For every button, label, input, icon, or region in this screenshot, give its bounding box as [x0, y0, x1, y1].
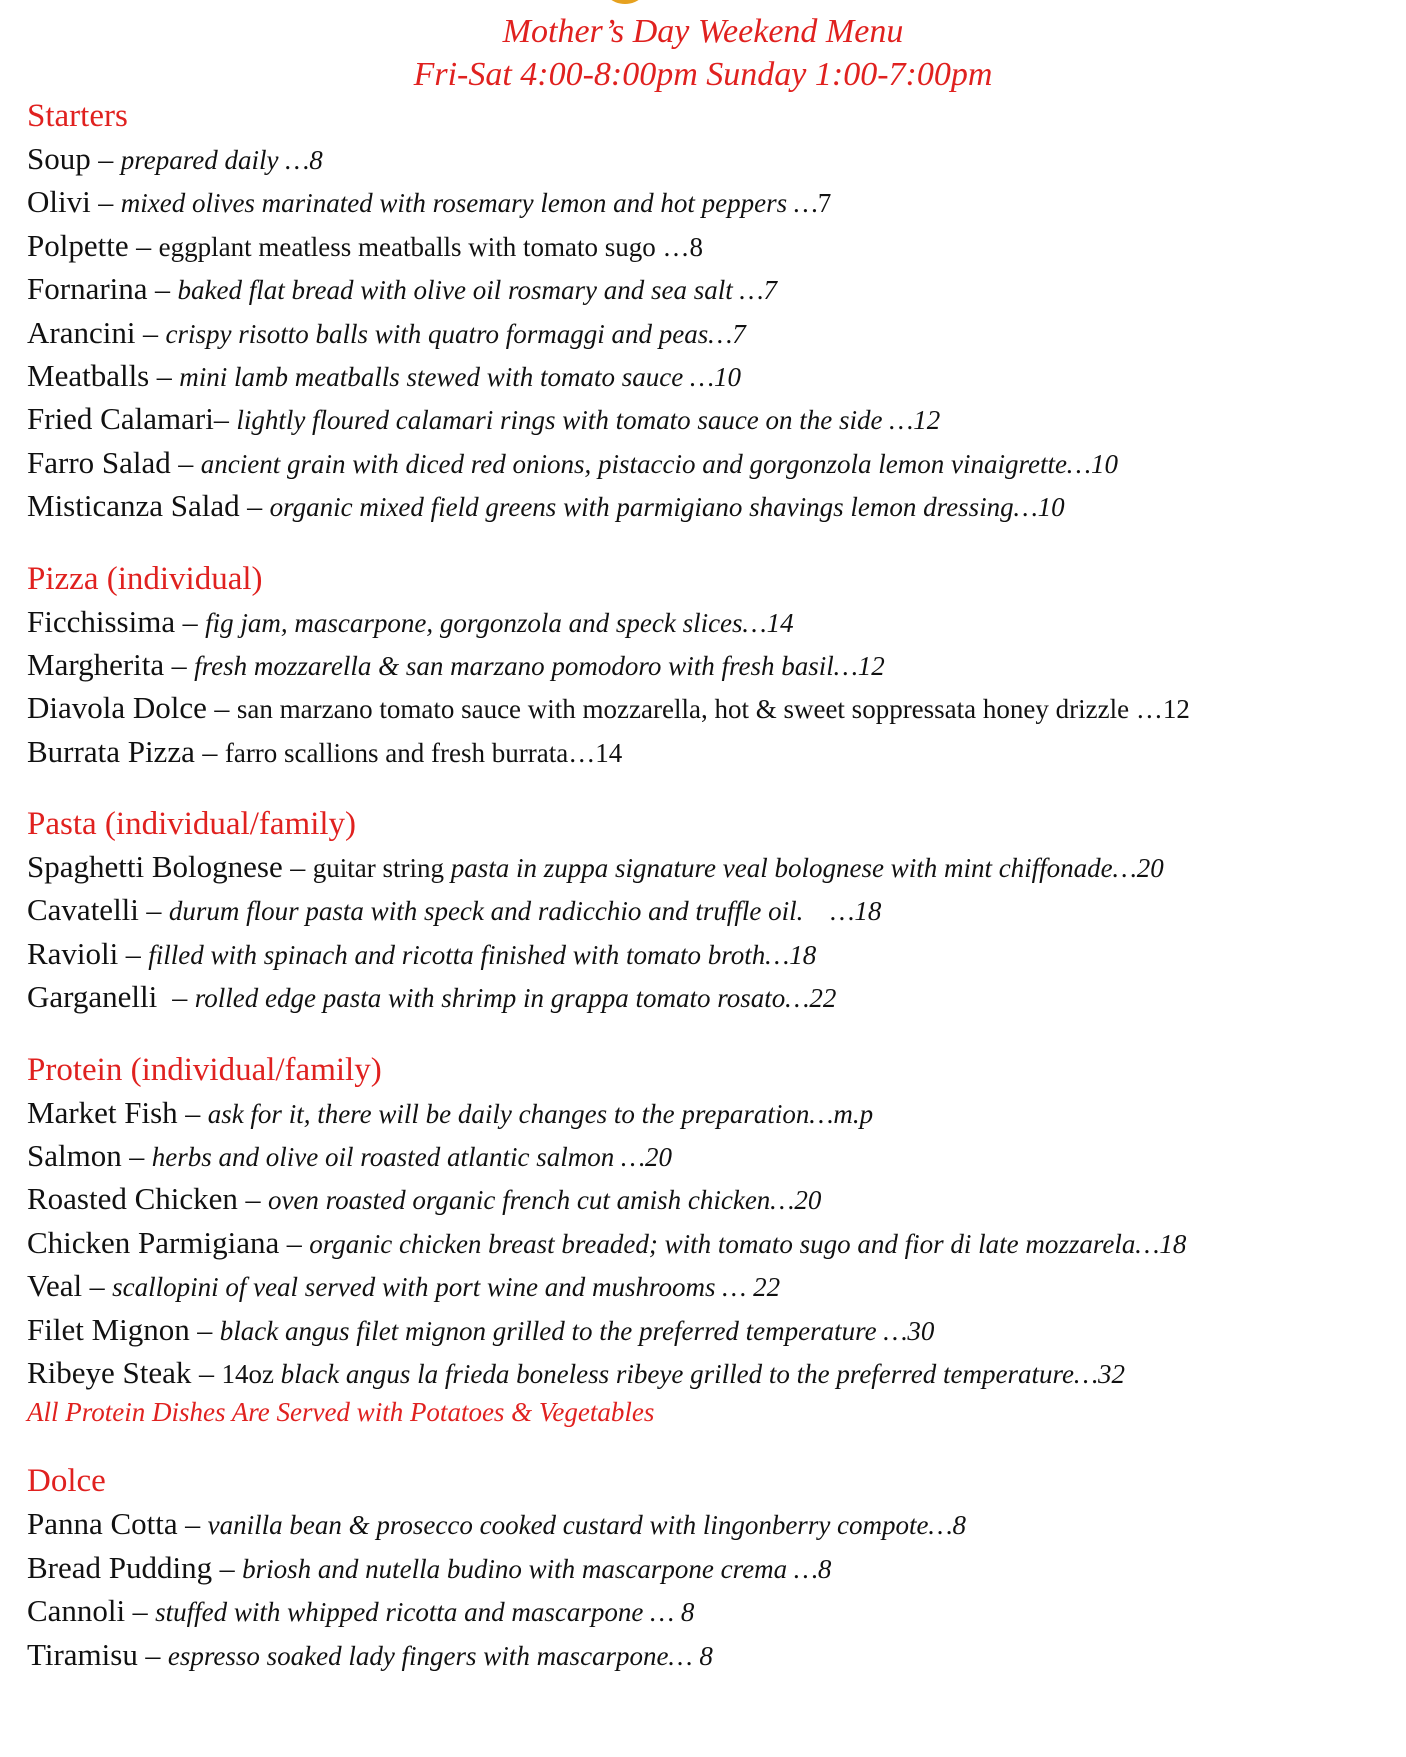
- item-separator: –: [149, 359, 180, 393]
- item-name: Roasted Chicken: [27, 1181, 238, 1217]
- menu-item: [27, 224, 1397, 267]
- item-description-prefix: 14oz: [221, 1358, 281, 1389]
- section-dolce: [27, 1460, 1397, 1676]
- item-description: eggplant meatless meatballs with tomato sugo …: [158, 231, 690, 262]
- item-price: 8: [952, 1510, 967, 1541]
- item-name: Market Fish: [27, 1094, 178, 1130]
- item-name: Filet Mignon: [27, 1311, 190, 1347]
- menu-item: [27, 354, 1397, 397]
- item-name: Tiramisu: [27, 1636, 138, 1672]
- item-price: m.p: [833, 1098, 874, 1129]
- item-name: Ribeye Steak: [27, 1354, 192, 1390]
- menu-item: [27, 1134, 1397, 1177]
- item-description: crispy risotto balls with quatro formaggi and peas…: [165, 318, 733, 349]
- item-description: baked flat bread with olive oil rosmary and sea salt …: [177, 275, 764, 306]
- item-separator: –: [82, 1270, 113, 1304]
- section-title: Dolce: [27, 1463, 106, 1500]
- item-name: Arancini: [27, 314, 136, 350]
- item-separator: –: [213, 403, 237, 437]
- item-name: Cavatelli: [27, 892, 139, 928]
- item-price: 32: [1098, 1358, 1126, 1389]
- item-separator: –: [118, 937, 149, 971]
- item-separator: –: [239, 490, 270, 524]
- item-price: 10: [1037, 492, 1065, 523]
- item-separator: –: [164, 648, 195, 682]
- item-price: 22: [809, 983, 837, 1014]
- item-name: Burrata Pizza: [27, 733, 195, 769]
- item-separator: –: [206, 692, 237, 726]
- item-name: Bread Pudding: [27, 1549, 213, 1585]
- item-name: Ficchissima: [27, 603, 176, 639]
- item-name: Polpette: [27, 227, 129, 263]
- menu-item: [27, 1351, 1397, 1394]
- section-title: Pizza (individual): [27, 560, 263, 597]
- item-name: Garganelli: [27, 979, 158, 1015]
- item-separator: –: [189, 1313, 220, 1347]
- menu-item: [27, 1221, 1397, 1264]
- item-price: 14: [766, 607, 794, 638]
- item-separator: –: [212, 1551, 243, 1585]
- item-name: Farro Salad: [27, 444, 171, 480]
- item-name: Diavola Dolce: [27, 690, 207, 726]
- menu-item: [27, 730, 1397, 773]
- item-description: black angus filet mignon grilled to the preferred temperature …: [219, 1315, 908, 1346]
- item-description: ancient grain with diced red onions, pistaccio and gorgonzola lemon vinaigrette…: [200, 448, 1091, 479]
- item-description: briosh and nutella budino with mascarpone crema …: [242, 1553, 818, 1584]
- item-description: scallopini of veal served with port wine and mushrooms …: [112, 1272, 754, 1303]
- section-starters: [27, 95, 1397, 528]
- item-price: 18: [1159, 1228, 1187, 1259]
- item-separator: –: [177, 1508, 208, 1542]
- item-price: 12: [1162, 694, 1190, 725]
- menu-item: [27, 1177, 1397, 1220]
- menu-item: [27, 1308, 1397, 1351]
- item-price: 22: [753, 1272, 781, 1303]
- item-separator: –: [90, 186, 121, 220]
- menu-item: [27, 311, 1397, 354]
- item-name: Spaghetti Bolognese: [27, 849, 283, 885]
- item-name: Salmon: [27, 1138, 122, 1174]
- logo-mark: [600, 0, 650, 4]
- item-price: 10: [1090, 448, 1118, 479]
- item-separator: –: [170, 446, 201, 480]
- section-title: Starters: [27, 98, 128, 134]
- item-description: pasta in zuppa signature veal bolognese with mint chiffonade…: [450, 853, 1137, 884]
- menu-item: [27, 484, 1397, 527]
- item-price: 12: [857, 650, 885, 681]
- menu-item: [27, 180, 1397, 223]
- item-separator: –: [177, 1096, 208, 1130]
- item-separator: –: [135, 316, 166, 350]
- item-description: oven roasted organic french cut amish chicken…: [267, 1185, 795, 1216]
- item-separator: –: [237, 1183, 268, 1217]
- item-price: 30: [907, 1315, 935, 1346]
- item-name: Olivi: [27, 184, 91, 220]
- section-title: Pasta (individual/family): [27, 806, 357, 843]
- item-separator: –: [194, 735, 225, 769]
- item-description: mixed olives marinated with rosemary lemon and hot peppers …: [120, 188, 818, 219]
- menu-item: [27, 643, 1397, 686]
- item-description: espresso soaked lady fingers with mascarpone…: [167, 1640, 700, 1671]
- item-price: 12: [913, 405, 941, 436]
- item-separator: –: [121, 1140, 152, 1174]
- section-pasta: [27, 803, 1397, 1019]
- menu-item: [27, 397, 1397, 440]
- menu-item: [27, 1264, 1397, 1307]
- item-name: Cannoli: [27, 1593, 126, 1629]
- item-price: 7: [817, 188, 832, 219]
- item-description: prepared daily …: [120, 145, 310, 175]
- menu-item: [27, 137, 1397, 180]
- item-separator: –: [90, 143, 121, 176]
- item-separator: –: [279, 1226, 310, 1260]
- item-description: filled with spinach and ricotta finished with tomato broth…: [148, 939, 790, 970]
- menu-item: [27, 686, 1397, 729]
- item-price: 18: [854, 896, 882, 927]
- item-name: Panna Cotta: [27, 1506, 178, 1542]
- item-price: 7: [732, 318, 746, 349]
- item-separator: –: [125, 1595, 156, 1629]
- menu-title: Mother’s Day Weekend Menu: [502, 13, 904, 50]
- item-description: farro scallions and fresh burrata…: [224, 737, 596, 768]
- item-description: lightly floured calamari rings with tomato sauce on the side …: [236, 405, 914, 436]
- menu-item: [27, 441, 1397, 484]
- menu-item: [27, 267, 1397, 310]
- item-price: 8: [699, 1640, 713, 1671]
- item-name: Fried Calamari: [27, 401, 214, 437]
- item-description: herbs and olive oil roasted atlantic salmon …: [151, 1142, 645, 1173]
- item-separator: –: [147, 273, 178, 307]
- menu-body: [27, 95, 1397, 1706]
- item-price: 8: [680, 1597, 695, 1628]
- menu-item: [27, 1589, 1397, 1632]
- item-price: 7: [763, 275, 777, 306]
- item-name: Meatballs: [27, 357, 150, 393]
- menu-item: [27, 600, 1397, 643]
- item-description: fresh mozzarella & san marzano pomodoro with fresh basil…: [194, 650, 858, 681]
- item-price: 20: [794, 1185, 822, 1216]
- item-price: 8: [689, 231, 704, 262]
- item-description: rolled edge pasta with shrimp in grappa tomato rosato…: [194, 983, 810, 1014]
- menu-header: [0, 10, 1406, 96]
- menu-item: [27, 1633, 1397, 1676]
- item-name: Soup: [27, 141, 91, 176]
- item-description: fig jam, mascarpone, gorgonzola and speck slices…: [205, 607, 767, 638]
- item-price: 8: [817, 1553, 832, 1584]
- item-price: 14: [595, 737, 623, 768]
- item-description: ask for it, there will be daily changes to the preparation…: [207, 1098, 834, 1129]
- item-description: organic chicken breast breaded; with tomato sugo and fior di late mozzarela…: [309, 1228, 1160, 1259]
- item-name: Chicken Parmigiana: [27, 1224, 280, 1260]
- item-price: 18: [789, 939, 817, 970]
- menu-item: [27, 1502, 1397, 1545]
- item-description: san marzano tomato sauce with mozzarella, hot & sweet soppressata honey drizzle …: [236, 694, 1163, 725]
- item-price: 20: [1136, 853, 1164, 884]
- item-name: Misticanza Salad: [27, 488, 240, 524]
- menu-item: [27, 1091, 1397, 1134]
- item-separator: –: [138, 894, 169, 928]
- item-name: Veal: [27, 1268, 83, 1304]
- item-name: Margherita: [27, 646, 165, 682]
- menu-hours: Fri-Sat 4:00-8:00pm Sunday 1:00-7:00pm: [413, 56, 993, 93]
- item-separator: –: [191, 1356, 222, 1390]
- menu-item: [27, 888, 1397, 931]
- item-price: 10: [713, 361, 741, 392]
- section-pizza: [27, 558, 1397, 774]
- item-price: 20: [644, 1142, 672, 1173]
- menu-item: [27, 845, 1397, 888]
- item-description-prefix: guitar string: [312, 853, 451, 884]
- menu-item: [27, 1546, 1397, 1589]
- section-protein: [27, 1049, 1397, 1431]
- menu-item: [27, 932, 1397, 975]
- item-price: 8: [309, 145, 323, 175]
- item-separator: –: [128, 229, 159, 263]
- protein-note: All Protein Dishes Are Served with Potatoes & Vegetables: [27, 1397, 655, 1428]
- menu-item: [27, 975, 1397, 1018]
- item-description: organic mixed field greens with parmigiano shavings lemon dressing…: [269, 492, 1038, 523]
- section-title: Protein (individual/family): [27, 1051, 382, 1088]
- item-separator: –: [137, 1638, 168, 1672]
- item-description: durum flour pasta with speck and radicchio and truffle oil. …: [168, 896, 855, 927]
- item-separator: –: [175, 605, 206, 639]
- item-name: Ravioli: [27, 935, 119, 971]
- item-separator: –: [282, 851, 313, 885]
- item-description: black angus la frieda boneless ribeye grilled to the preferred temperature…: [280, 1358, 1099, 1389]
- item-description: mini lamb meatballs stewed with tomato sauce …: [179, 361, 714, 392]
- item-description: stuffed with whipped ricotta and mascarpone …: [155, 1597, 681, 1628]
- item-description: vanilla bean & prosecco cooked custard with lingonberry compote…: [207, 1510, 953, 1541]
- item-name: Fornarina: [27, 271, 148, 307]
- item-separator: –: [157, 981, 195, 1015]
